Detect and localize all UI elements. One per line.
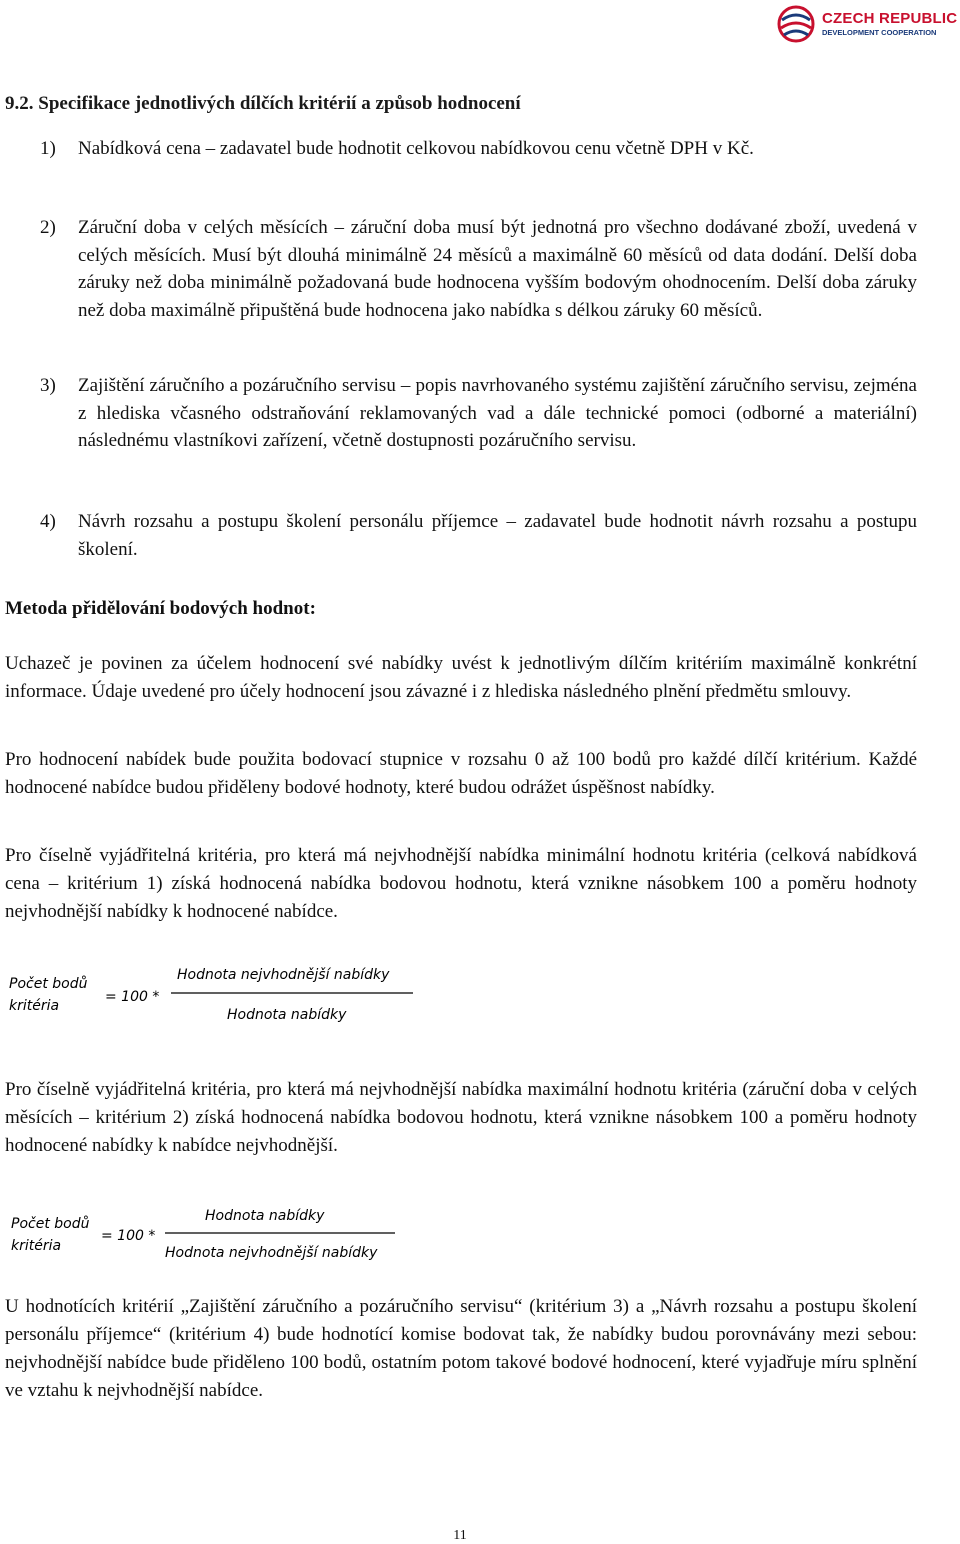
criterion-number: 3) [40,375,56,396]
formula-max-criteria [5,1198,425,1268]
formula-lhs-line2: kritéria [11,1238,62,1254]
logo-title: CZECH REPUBLIC [822,10,958,27]
criterion-number: 1) [40,138,56,159]
criterion-text: Záruční doba v celých měsících – záruční doba musí být jednotná pro všechno dodávané zboží, uvedená v celých měsících. Musí být dlouhá minimálně 24 měsíců a maximálně 60 měsíců od data dodání. Delší doba záruky než doba minimálně požadovaná bude hodnocena vyšším bodovým ohodnocením. Delší doba záruky než doba maximálně připuštěná bude hodnocena jako nabídka s délkou záruky 60 měsíců. [78,217,917,321]
formula-lhs-line1: Počet bodů [11,1216,90,1232]
formula-min-criteria [5,958,425,1030]
formula-equals: = 100 * [101,1228,156,1244]
criterion-text: Nabídková cena – zadavatel bude hodnotit celkovou nabídkovou cenu včetně DPH v Kč. [78,138,754,159]
criterion-text: Zajištění záručního a pozáručního servisu – popis navrhovaného systému zajištění záručního servisu, zejména z hlediska včasného odstraňování reklamovaných vad a dále technické pomoci (odborné a materiální) následnému vlastníkovi zařízení, včetně dostupnosti pozáručního servisu. [78,375,917,451]
czech-development-logo [776,4,956,44]
method-paragraph-5: U hodnotících kritérií „Zajištění záručního a pozáručního servisu“ (kritérium 3) a „Návrh rozsahu a postupu školení personálu příjemce“ (kritérium 4) bude hodnotící komise bodovat tak, že nabídky budou porovnávány mezi sebou: nejvhodnější nabídce bude přiděleno 100 bodů, ostatním potom takové bodové hodnocení, které vyjadřuje míru splnění ve vztahu k nejvhodnější nabídce. [5,1296,917,1401]
formula-lhs-line2: kritéria [9,998,60,1014]
section-heading: 9.2. Specifikace jednotlivých dílčích kritérií a způsob hodnocení [5,93,521,114]
criterion-item-3 [40,372,917,455]
method-paragraph-2: Pro hodnocení nabídek bude použita bodovací stupnice v rozsahu 0 až 100 bodů pro každé dílčí kritérium. Každé hodnocené nabídce budou přiděleny bodové hodnoty, které budou odrážet úspěšnost nabídky. [5,749,917,798]
criterion-number: 2) [40,217,56,238]
method-heading: Metoda přidělování bodových hodnot: [5,598,316,619]
criterion-number: 4) [40,511,56,532]
criterion-item-4 [40,508,917,563]
method-paragraph-3: Pro číselně vyjádřitelná kritéria, pro která má nejvhodnější nabídka minimální hodnotu kritéria (celková nabídková cena – kritérium 1) získá hodnocená nabídka bodovou hodnotu, která vznikne násobkem 100 a poměru hodnoty nejvhodnější nabídky k hodnocené nabídce. [5,845,917,922]
criterion-item-1 [40,135,917,163]
page-number: 11 [453,1528,467,1543]
method-paragraph-4: Pro číselně vyjádřitelná kritéria, pro která má nejvhodnější nabídka maximální hodnotu kritéria (záruční doba v celých měsících – kritérium 2) získá hodnocená nabídka bodovou hodnotu, která vznikne násobkem 100 a poměru hodnoty hodnocené nabídky k nabídce nejvhodnější. [5,1079,917,1156]
formula-lhs-line1: Počet bodů [9,976,88,992]
formula-denominator: Hodnota nejvhodnější nabídky [165,1245,378,1261]
criterion-item-2 [40,214,917,324]
formula-denominator: Hodnota nabídky [227,1007,347,1023]
formula-numerator: Hodnota nabídky [205,1208,325,1224]
formula-numerator: Hodnota nejvhodnější nabídky [177,967,390,983]
criterion-text: Návrh rozsahu a postupu školení personálu příjemce – zadavatel bude hodnotit návrh rozsahu a postupu školení. [78,511,917,560]
globe-icon [776,4,816,44]
method-paragraph-1: Uchazeč je povinen za účelem hodnocení své nabídky uvést k jednotlivým dílčím kritériím maximálně konkrétní informace. Údaje uvedené pro účely hodnocení jsou závazné i z hlediska následného plnění předmětu smlouvy. [5,653,917,702]
formula-equals: = 100 * [105,989,160,1005]
logo-subtitle: DEVELOPMENT COOPERATION [822,28,937,37]
